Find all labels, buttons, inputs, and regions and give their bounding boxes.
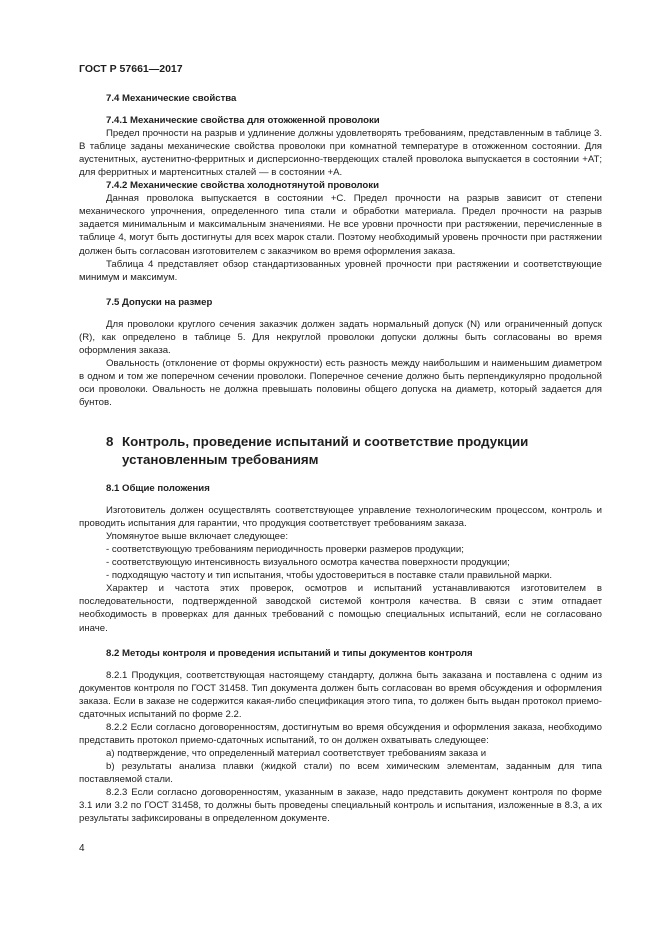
paragraph: Упомянутое выше включает следующее: [106, 531, 289, 543]
section-number: 7.4.2 [106, 180, 128, 192]
paragraph: Овальность (отклонение от формы окружности) есть разность между наибольшим и наименьшим диаметром в одном и том же поперечном сечении проволоки. Поперечное сечение должно быть перпендикулярно продольной оси проволоки. Овальность не должна превышать половины общего допуска на диаметр, который задается для бунтов. [79, 357, 602, 408]
paragraph: Таблица 4 представляет обзор стандартизованных уровней прочности при растяжении и соответствующие минимум и максимум. [79, 258, 602, 283]
paragraph: 8.2.3 Если согласно договоренностям, указанным в заказе, надо представить документ контроля по форме 3.1 или 3.2 по ГОСТ 31458, то должны быть проведены специальный контроль и испытания, изложенные в 8.3, а их результаты зафиксированы в определенном документе. [79, 787, 602, 825]
section-number: 7.4.1 [106, 115, 128, 127]
list-item: а) подтверждение, что определенный материал соответствует требованиям заказа и [106, 747, 487, 759]
section-title: Механические свойства холоднотянутой проволоки [130, 180, 379, 192]
section-8-2-heading: 8.2 Методы контроля и проведения испытаний и типы документов контроля [106, 647, 473, 659]
paragraph: 8.2.2 Если согласно договоренностям, достигнутым во время обсуждения и оформления заказа, необходимо представить протокол приемо-сдаточных испытаний, то он должен охватывать следующее: [79, 721, 602, 746]
section-title-line-2: установленным требованиям [122, 451, 319, 467]
paragraph: Для проволоки круглого сечения заказчик должен задать нормальный допуск (N) или ограниченный допуск (R), как определено в таблице 5. Для некруглой проволоки допуски должны быть согласованы во время оформления заказа. [79, 318, 602, 356]
section-title-line-1: Контроль, проведение испытаний и соответствие продукции [122, 434, 529, 450]
paragraph: Характер и частота этих проверок, осмотров и испытаний устанавливаются изготовителем в последовательности, подтвержденной заводской системой контроля качества. В связи с этим отпадает необходимость в проверках для данных требований с помощью специальных испытаний, если не согласовано иначе. [79, 583, 602, 634]
list-item: - соответствующую интенсивность визуального осмотра качества поверхности продукции; [106, 557, 510, 569]
paragraph: Изготовитель должен осуществлять соответствующее управление технологическим процессом, контроль и проводить испытания для гарантии, что продукция соответствует требованиям заказа. [79, 505, 602, 530]
section-number: 8 [106, 434, 114, 450]
section-8-1-heading: 8.1 Общие положения [106, 483, 210, 495]
list-item: - соответствующую требованиям периодичность проверки размеров продукции; [106, 544, 464, 556]
list-item: - подходящую частоту и тип испытания, чтобы удостовериться в поставке стали правильной марки. [106, 570, 553, 582]
page-body [79, 92, 602, 825]
paragraph: Предел прочности на разрыв и удлинение должны удовлетворять требованиям, представленным в таблице 3. В таблице заданы механические свойства проволоки при комнатной температуре в отожженном состоянии. Для аустенитных, аустенитно-ферритных и дисперсионно-твердеющих сталей проволока выпускается в состоянии +АТ; для ферритных и мартенситных сталей — в состоянии +А. [79, 128, 602, 179]
paragraph: 8.2.1 Продукция, соответствующая настоящему стандарту, должна быть заказана и поставлена с одним из документов контроля по ГОСТ 31458. Тип документа должен быть согласован во время обсуждения и оформления заказа. Если в заказе не содержится какая-либо спецификация этого типа, то должен быть выдан протокол приемо-сдаточных испытаний по форме 2.2. [79, 669, 602, 720]
section-title: Механические свойства для отожженной проволоки [130, 115, 380, 127]
section-7-4-heading: 7.4 Механические свойства [106, 93, 237, 104]
document-code-header: ГОСТ Р 57661—2017 [79, 63, 183, 75]
page-number: 4 [79, 843, 85, 854]
paragraph: Данная проволока выпускается в состоянии +С. Предел прочности на разрыв зависит от степени механического упрочнения, определенного типа стали и обработки материала. Предел прочности на разрыв задается минимальным и максимальным значениями. Не все уровни прочности при растяжении, перечисленные в таблице 4, могут быть достигнуты для всех марок стали. Поэтому необходимый уровень прочности при растяжении должен быть согласован изготовителем с заказчиком во время оформления заказа. [79, 193, 602, 257]
section-7-4-2-heading [106, 179, 602, 192]
list-item: b) результаты анализа плавки (жидкой стали) по всем химическим элементам, заданным для типа поставляемой стали. [79, 760, 602, 785]
section-8-heading [106, 433, 602, 468]
section-7-5-heading: 7.5 Допуски на размер [106, 296, 213, 308]
section-7-4-1-heading [106, 114, 602, 127]
